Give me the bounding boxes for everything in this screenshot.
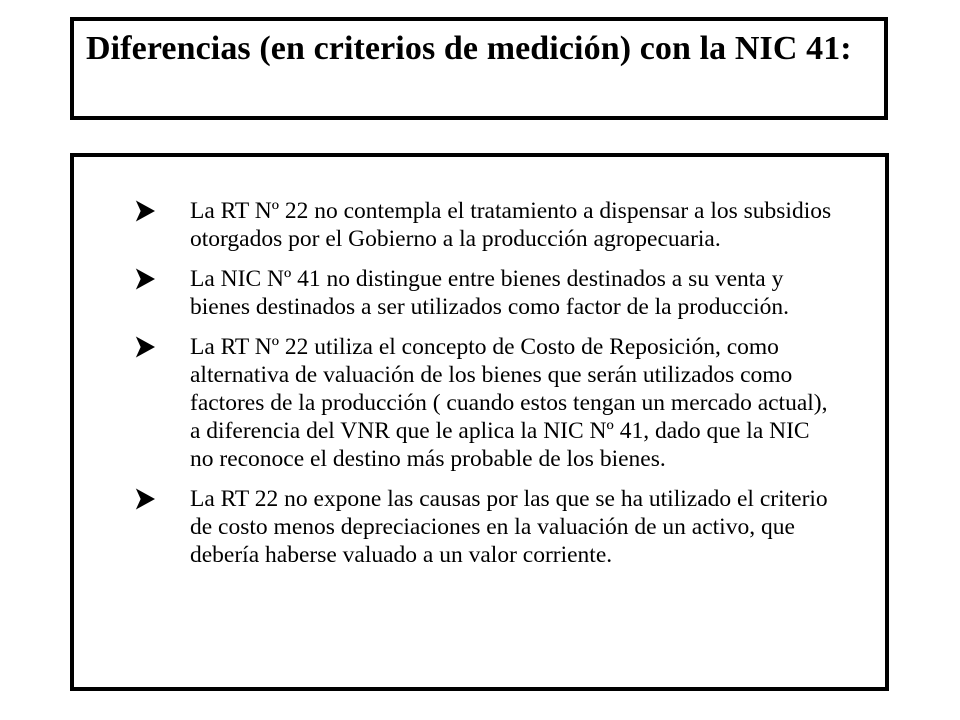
title-box bbox=[70, 17, 888, 120]
bullet-text: La RT Nº 22 no contempla el tratamiento a dispensar a los subsidios otorgados por el Gobierno a la producción agropecuaria. bbox=[190, 198, 832, 252]
arrowhead-bullet-icon bbox=[134, 333, 162, 361]
list-item bbox=[134, 485, 834, 569]
list-item bbox=[134, 197, 834, 253]
list-item bbox=[134, 333, 834, 473]
content-box bbox=[70, 153, 889, 691]
slide-title: Diferencias (en criterios de medición) con la NIC 41: bbox=[86, 30, 852, 67]
bullet-text: La NIC Nº 41 no distingue entre bienes destinados a su venta y bienes destinados a ser utilizados como factor de la producción. bbox=[190, 266, 790, 320]
arrowhead-bullet-icon bbox=[134, 265, 162, 293]
bullet-text: La RT 22 no expone las causas por las que se ha utilizado el criterio de costo menos depreciaciones en la valuación de un activo, que debería haberse valuado a un valor corriente. bbox=[190, 486, 828, 568]
arrowhead-bullet-icon bbox=[134, 485, 162, 513]
bullet-list bbox=[134, 197, 834, 581]
list-item bbox=[134, 265, 834, 321]
bullet-text: La RT Nº 22 utiliza el concepto de Costo de Reposición, como alternativa de valuación de los bienes que serán utilizados como factores de la producción ( cuando estos tengan un mercado actual), a diferencia del VNR que le aplica la NIC Nº 41, dado que la NIC no reconoce el destino más probable de los bienes. bbox=[190, 334, 828, 472]
arrowhead-bullet-icon bbox=[134, 197, 162, 225]
